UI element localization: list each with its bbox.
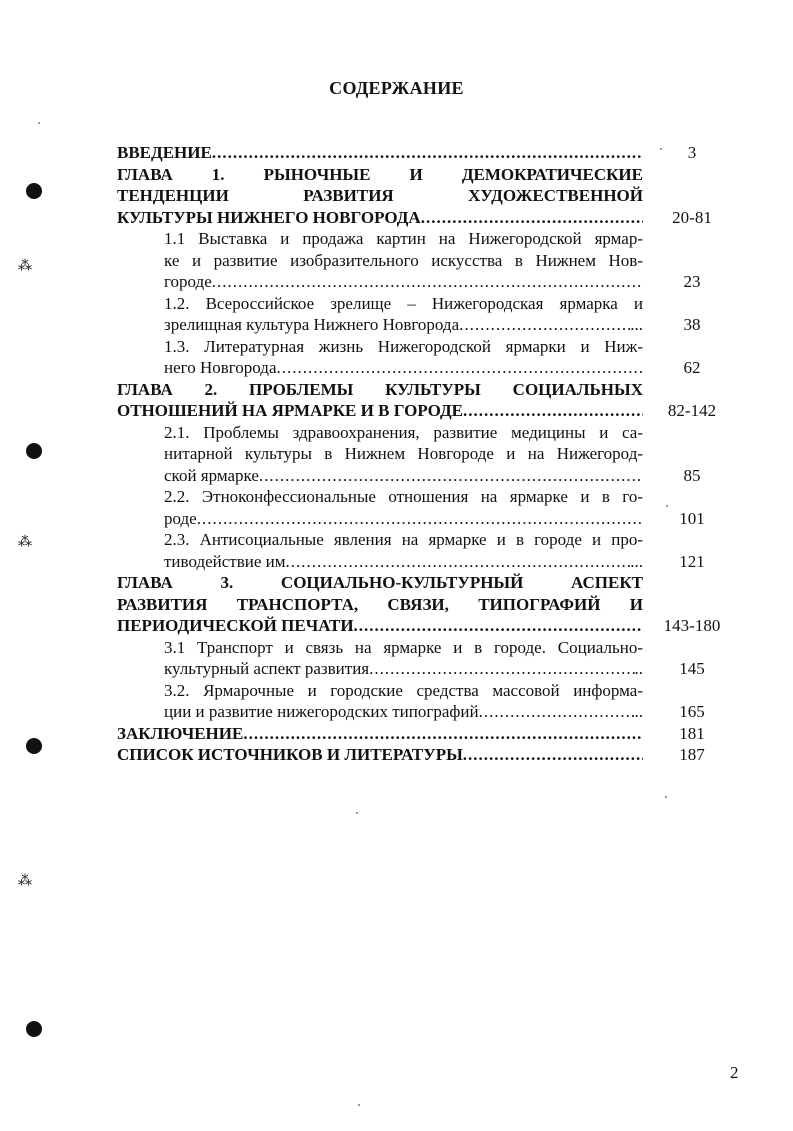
toc-entry-line: ке и развитие изобразительного искусства в Нижнем Нов- — [164, 250, 643, 270]
scan-speck — [666, 505, 668, 507]
toc-dot-leader — [354, 615, 643, 637]
scan-artifact-mark: ⁂ — [18, 259, 32, 274]
toc-section-entry — [117, 637, 737, 680]
toc-page-number: 3 — [687, 143, 697, 162]
toc-dot-leader — [212, 271, 643, 293]
toc-chapter-entry — [117, 164, 737, 229]
toc-entry-line: 2.2. Этноконфессиональные отношения на ярмарке и в го- — [164, 487, 643, 506]
toc-entry-last-text: ской ярмарке — [164, 465, 259, 485]
toc-entry-line: 1.1 Выставка и продажа картин на Нижегородской ярмар- — [164, 229, 643, 248]
toc-chapter-entry — [117, 744, 737, 766]
toc-entry-last-text: тиводействие им — [164, 551, 286, 571]
toc-entry-line: ТЕНДЕНЦИИ РАЗВИТИЯ ХУДОЖЕСТВЕННОЙ — [117, 186, 643, 205]
toc-dot-leader — [463, 400, 643, 422]
toc-entry-last-line — [164, 551, 643, 573]
scan-speck — [660, 148, 662, 150]
toc-entry-title — [117, 637, 643, 680]
toc-section-entry — [117, 336, 737, 379]
toc-entry-last-line — [117, 142, 643, 164]
toc-page-number: 20-81 — [672, 207, 712, 227]
toc-entry-line: 3.1 Транспорт и связь на ярмарке и в городе. Социально- — [164, 637, 643, 657]
toc-entry-last-line — [164, 465, 643, 487]
toc-entry-last-text: ПЕРИОДИЧЕСКОЙ ПЕЧАТИ — [117, 616, 354, 635]
toc-dot-leader — [243, 723, 643, 745]
toc-page-number: 23 — [683, 272, 701, 291]
toc-dot-leader — [421, 207, 643, 229]
toc-entry-title — [117, 723, 643, 745]
toc-dot-leader — [259, 465, 643, 487]
page-number: 2 — [730, 1063, 739, 1082]
toc-entry-title — [117, 486, 643, 529]
toc-entry-title — [117, 379, 643, 422]
scan-artifact-mark: ⁂ — [18, 535, 32, 550]
toc-entry-last-text: культурный аспект развития — [164, 659, 370, 678]
toc-page-number: 145 — [679, 659, 705, 678]
toc-dot-leader — [197, 508, 643, 530]
toc-entry-last-line — [164, 357, 643, 379]
toc-entry-title — [117, 142, 643, 164]
page-title: СОДЕРЖАНИЕ — [329, 78, 464, 98]
toc-dot-leader — [286, 551, 631, 573]
toc-entry-title — [117, 228, 643, 293]
toc-page-number: 101 — [679, 508, 705, 528]
toc-entry-last-text: зрелищная культура Нижнего Новгорода — [164, 315, 460, 334]
scan-speck — [38, 122, 40, 124]
toc-entry-last-text: ции и развитие нижегородских типографий — [164, 702, 479, 721]
toc-entry-last-text: ЗАКЛЮЧЕНИЕ — [117, 723, 244, 743]
toc-entry-line: РАЗВИТИЯ ТРАНСПОРТА, СВЯЗИ, ТИПОГРАФИЙ И — [117, 594, 643, 614]
toc-entry-last-text: него Новгорода — [164, 358, 277, 377]
toc-dot-leader — [212, 142, 643, 164]
toc-entry-title — [117, 164, 643, 229]
toc-entry-last-line — [164, 314, 643, 336]
toc-dot-leader — [369, 658, 634, 680]
toc-entry-last-text: роде — [164, 508, 197, 528]
toc-entry-title — [117, 680, 643, 723]
toc-entry-title — [117, 572, 643, 637]
scan-speck — [356, 812, 358, 814]
toc-page-number: 187 — [679, 745, 705, 764]
toc-page-number: 85 — [683, 465, 701, 485]
toc-section-entry — [117, 228, 737, 293]
toc-chapter-entry — [117, 142, 737, 164]
toc-entry-last-line — [164, 658, 643, 680]
toc-entry-title — [117, 293, 643, 336]
toc-entry-last-text: городе — [164, 272, 212, 291]
toc-section-entry — [117, 680, 737, 723]
toc-page-number: 82-142 — [667, 401, 717, 420]
toc-section-entry — [117, 422, 737, 487]
toc-entry-last-line — [117, 744, 643, 766]
toc-entry-last-text: СПИСОК ИСТОЧНИКОВ И ЛИТЕРАТУРЫ — [117, 745, 463, 764]
toc-chapter-entry — [117, 723, 737, 745]
toc-chapter-entry — [117, 572, 737, 637]
toc-chapter-entry — [117, 379, 737, 422]
toc-dot-leader — [277, 357, 643, 379]
toc-entry-line: ГЛАВА 1. РЫНОЧНЫЕ И ДЕМОКРАТИЧЕСКИЕ — [117, 164, 643, 184]
punch-hole-mark — [26, 443, 42, 459]
toc-dot-leader-tail: .. — [634, 659, 643, 678]
toc-dot-leader-tail: ... — [630, 551, 643, 571]
punch-hole-mark — [26, 1021, 42, 1037]
toc-dot-leader-tail: ... — [630, 315, 643, 334]
toc-dot-leader — [459, 314, 630, 336]
table-of-contents — [117, 142, 737, 766]
toc-entry-line: 2.1. Проблемы здравоохранения, развитие медицины и са- — [164, 422, 643, 442]
punch-hole-mark — [26, 183, 42, 199]
toc-page-number: 143-180 — [663, 616, 721, 635]
toc-entry-last-text: КУЛЬТУРЫ НИЖНЕГО НОВГОРОДА — [117, 207, 421, 227]
toc-entry-line: 2.3. Антисоциальные явления на ярмарке и в городе и про- — [164, 530, 643, 549]
toc-entry-line: нитарной культуры в Нижнем Новгороде и на Нижегород- — [164, 444, 643, 463]
toc-page-number: 38 — [683, 315, 701, 334]
toc-entry-last-line — [117, 615, 643, 637]
toc-entry-title — [117, 529, 643, 572]
toc-dot-leader-tail: .. — [634, 702, 643, 721]
toc-entry-last-line — [164, 271, 643, 293]
toc-section-entry — [117, 529, 737, 572]
toc-dot-leader — [479, 701, 635, 723]
toc-entry-title — [117, 744, 643, 766]
toc-section-entry — [117, 486, 737, 529]
toc-entry-line: ГЛАВА 3. СОЦИАЛЬНО-КУЛЬТУРНЫЙ АСПЕКТ — [117, 573, 643, 592]
scan-speck — [358, 1104, 360, 1106]
toc-entry-last-text: ОТНОШЕНИЙ НА ЯРМАРКЕ И В ГОРОДЕ — [117, 401, 464, 420]
toc-entry-last-line — [164, 508, 643, 530]
punch-hole-mark — [26, 738, 42, 754]
toc-entry-title — [117, 336, 643, 379]
toc-entry-last-line — [117, 207, 643, 229]
toc-entry-line: 1.3. Литературная жизнь Нижегородской ярмарки и Ниж- — [164, 336, 643, 356]
toc-entry-last-line — [164, 701, 643, 723]
toc-entry-title — [117, 422, 643, 487]
toc-section-entry — [117, 293, 737, 336]
toc-page-number: 165 — [679, 702, 705, 721]
toc-entry-line: 1.2. Всероссийское зрелище – Нижегородская ярмарка и — [164, 293, 643, 313]
scan-artifact-mark: ⁂ — [18, 874, 32, 889]
toc-entry-last-line — [117, 723, 643, 745]
toc-dot-leader — [463, 744, 643, 766]
toc-entry-line: 3.2. Ярмарочные и городские средства массовой информа- — [164, 680, 643, 700]
toc-page-number: 62 — [683, 358, 701, 377]
toc-entry-last-text: ВВЕДЕНИЕ — [117, 143, 212, 162]
scan-speck — [665, 796, 667, 798]
toc-page-number: 121 — [679, 551, 705, 571]
toc-page-number: 181 — [679, 723, 705, 743]
toc-entry-last-line — [117, 400, 643, 422]
toc-entry-line: ГЛАВА 2. ПРОБЛЕМЫ КУЛЬТУРЫ СОЦИАЛЬНЫХ — [117, 379, 643, 399]
